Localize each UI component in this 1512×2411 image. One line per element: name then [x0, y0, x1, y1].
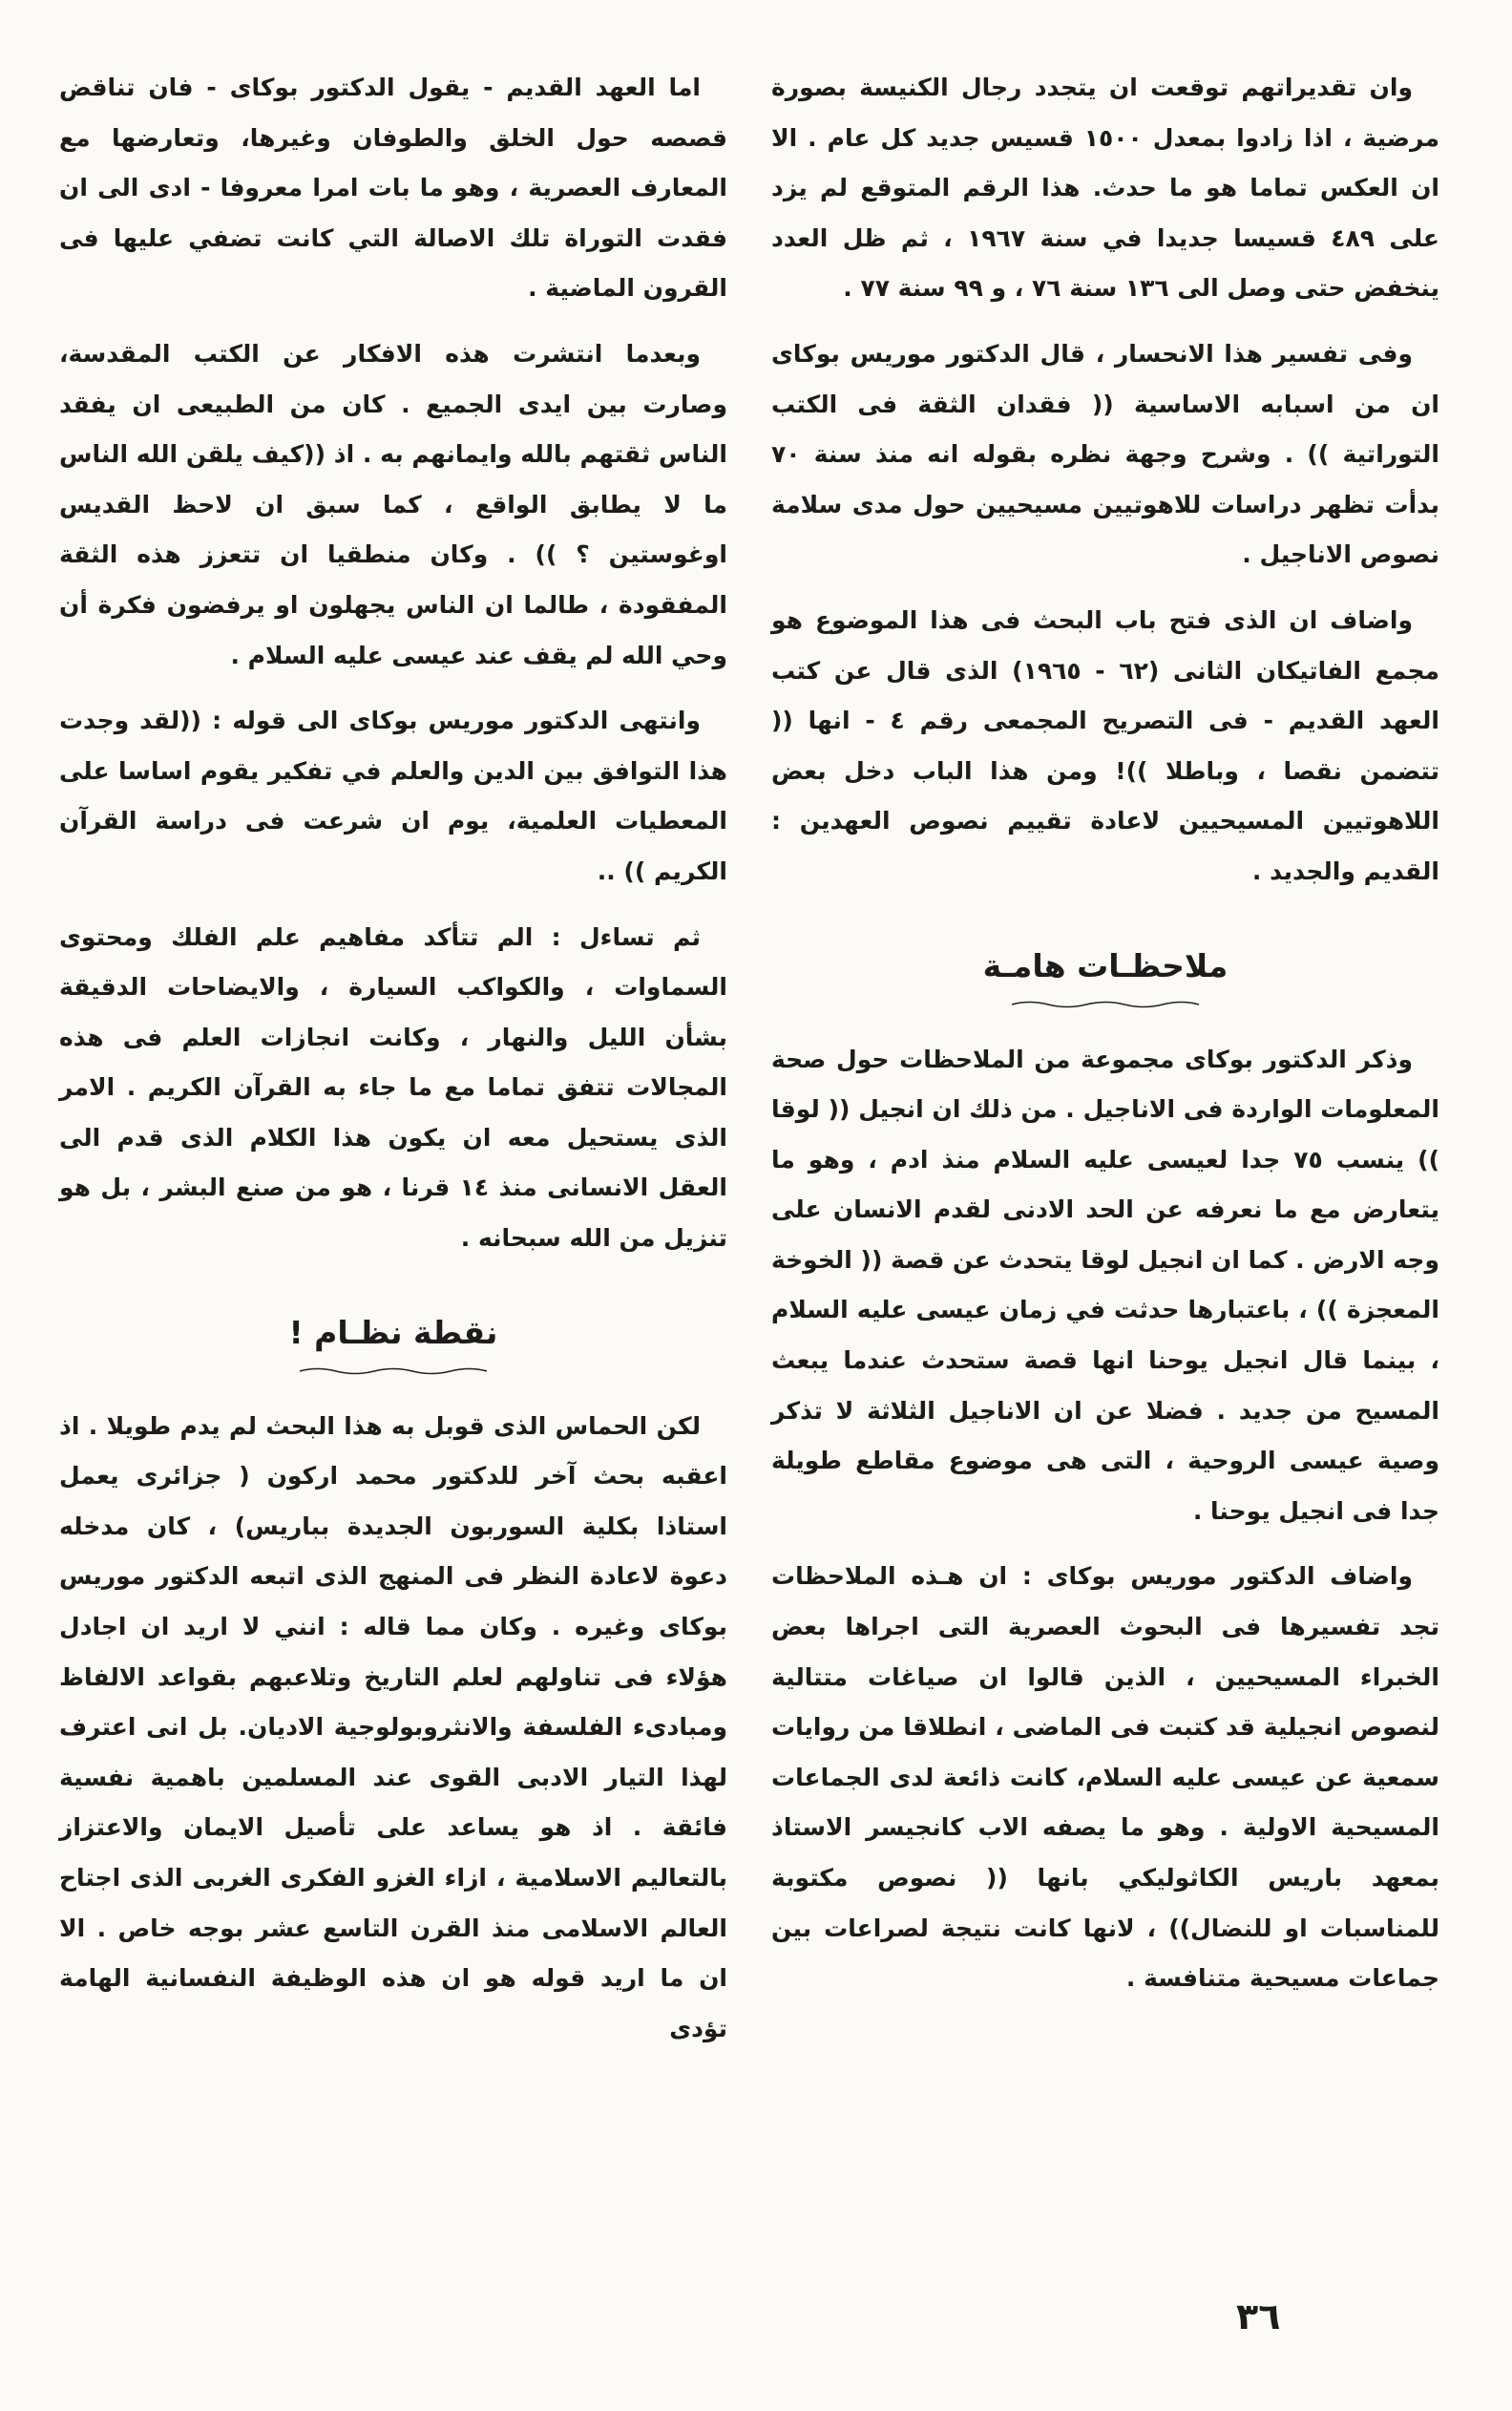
left-column [59, 63, 727, 2069]
heading-underline-ornament [1010, 999, 1201, 1008]
paragraph: وفى تفسير هذا الانحسار ، قال الدكتور موريس بوكاى ان من اسبابه الاساسية (( فقدان الثقة فى الكتب التوراتية )) . وشرح وجهة نظره بقوله انه منذ سنة ٧٠ بدأت تظهر دراسات للاهوتيين مسيحيين حول مدى سلامة نصوص الاناجيل . [771, 339, 1439, 569]
heading-underline-ornament [298, 1365, 489, 1375]
page-number: ٣٦ [1236, 2295, 1281, 2337]
paragraph: وان تقديراتهم توقعت ان يتجدد رجال الكنيسة بصورة مرضية ، اذا زادوا بمعدل ١٥٠٠ قسيس جديد كل عام . الا ان العكس تماما هو ما حدث. هذا الرقم المتوقع لم يزد على ٤٨٩ قسيسا جديدا في سنة ١٩٦٧ ، ثم ظل العدد ينخفض حتى وصل الى ١٣٦ سنة ٧٦ ، و ٩٩ سنة ٧٧ . [771, 74, 1439, 303]
paragraph: واضاف ان الذى فتح باب البحث فى هذا الموضوع هو مجمع الفاتيكان الثانى (٦٢ - ١٩٦٥) الذى قال عن كتب العهد القديم - فى التصريح المجمعى رقم ٤ - انها (( تتضمن نقصا ، وباطلا ))! ومن هذا الباب دخل بعض اللاهوتيين المسيحيين لاعادة تقييم نصوص العهدين : القديم والجديد . [771, 605, 1439, 885]
paragraph: ثم تساءل : الم تتأكد مفاهيم علم الفلك ومحتوى السماوات ، والكواكب السيارة ، والايضاحات الدقيقة بشأن الليل والنهار ، وكانت انجازات العلم فى هذه المجالات تتفق تماما مع ما جاء به القرآن الكريم . الامر الذى يستحيل معه ان يكون هذا الكلام الذى قدم الى العقل الانسانى منذ ١٤ قرنا ، هو من صنع البشر ، بل هو تنزيل من الله سبحانه . [59, 922, 727, 1253]
paragraph: وانتهى الدكتور موريس بوكاى الى قوله : ((لقد وجدت هذا التوافق بين الدين والعلم في تفكير يقوم اساسا على المعطيات العلمية، يوم ان شرعت فى دراسة القرآن الكريم )) .. [59, 707, 727, 885]
paragraph: وذكر الدكتور بوكاى مجموعة من الملاحظات حول صحة المعلومات الواردة فى الاناجيل . من ذلك ان انجيل (( لوقا )) ينسب ٧٥ جدا لعيسى عليه السلام منذ ادم ، وهو ما يتعارض مع ما نعرفه عن الحد الادنى لقدم الانسان على وجه الارض . كما ان انجيل لوقا يتحدث عن قصة (( الخوخة المعجزة )) ، باعتبارها حدثت في زمان عيسى عليه السلام ، بينما قال انجيل يوحنا انها قصة ستحدث عندما يبعث المسيح من جديد . فضلا عن ان الاناجيل الثلاثة لا تذكر وصية عيسى الروحية ، التى هى موضوع مقاطع طويلة جدا فى انجيل يوحنا . [771, 1045, 1439, 1525]
section-heading: ملاحظـات هامـة [982, 946, 1228, 984]
paragraph: لكن الحماس الذى قوبل به هذا البحث لم يدم طويلا . اذ اعقبه بحث آخر للدكتور محمد اركون ( جزائرى يعمل استاذا بكلية السوربون الجديدة بباريس) ، كان مدخله دعوة لاعادة النظر فى المنهج الذى اتبعه الدكتور موريس بوكاى وغيره . وكان مما قاله : انني لا اريد ان اجادل هؤلاء فى تناولهم لعلم التاريخ وتلاعبهم بقواعد الالفاظ ومبادىء الفلسفة والانثروبولوجية الاديان. بل انى اعترف لهذا التيار الادبى القوى عند المسلمين باهمية نفسية فائقة . اذ هو يساعد على تأصيل الايمان والاعتزاز بالتعاليم الاسلامية ، ازاء الغزو الفكرى الغربى الذى اجتاح العالم الاسلامى منذ القرن التاسع عشر بوجه خاص . الا ان ما اريد قوله هو ان هذه الوظيفة النفسانية الهامة تؤدى [59, 1411, 727, 2042]
right-column [771, 63, 1439, 2020]
paragraph: واضاف الدكتور موريس بوكاى : ان هـذه الملاحظات تجد تفسيرها فى البحوث العصرية التى اجراها بعض الخبراء المسيحيين ، الذين قالوا ان صياغات متتالية لنصوص انجيلية قد كتبت فى الماضى ، انطلاقا من روايات سمعية عن عيسى عليه السلام، كانت ذائعة لدى الجماعات المسيحية الاولية . وهو ما يصفه الاب كانجيسر الاستاذ بمعهد باريس الكاثوليكي بانها (( نصوص مكتوبة للمناسبات او للنضال)) ، لانها كانت نتيجة لصراعات بين جماعات مسيحية متنافسة . [771, 1562, 1439, 1993]
section-heading: نقطة نظـام ! [288, 1313, 498, 1351]
paragraph: وبعدما انتشرت هذه الافكار عن الكتب المقدسة، وصارت بين ايدى الجميع . كان من الطبيعى ان يفقد الناس ثقتهم بالله وايمانهم به . اذ ((كيف يلقن الله الناس ما لا يطابق الواقع ، كما سبق ان لاحظ القديس اوغوستين ؟ )) . وكان منطقيا ان تتعزز هذه الثقة المفقودة ، طالما ان الناس يجهلون او يرفضون فكرة أن وحي الله لم يقف عند عيسى عليه السلام . [59, 339, 727, 669]
paragraph: اما العهد القديم - يقول الدكتور بوكاى - فان تناقض قصصه حول الخلق والطوفان وغيرها، وتعارضها مع المعارف العصرية ، وهو ما بات امرا معروفا - ادى الى ان فقدت التوراة تلك الاصالة التي كانت تضفي عليها فى القرون الماضية . [59, 74, 727, 303]
